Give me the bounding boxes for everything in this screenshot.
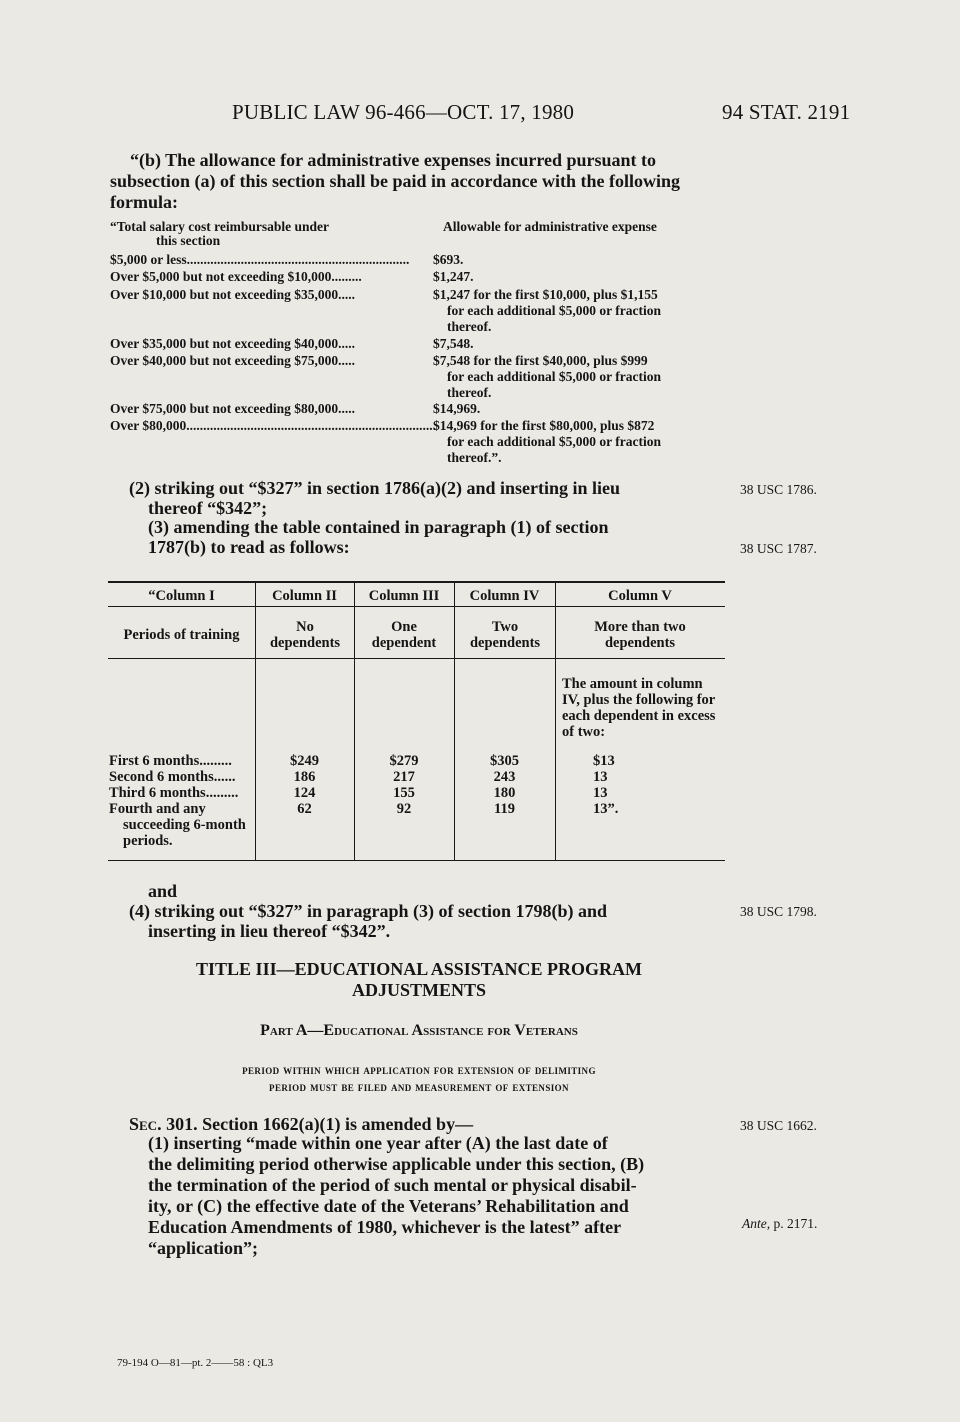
table-col-divider [555, 582, 556, 860]
table-cell: 217 [393, 769, 415, 785]
allowance-line: for each additional $5,000 or fraction [447, 369, 661, 384]
col-header-4: Column IV [469, 588, 540, 604]
ante-page: p. 2171. [770, 1216, 818, 1231]
margin-note-1786: 38 USC 1786. [740, 482, 817, 497]
formula-col1-header-line2: this section [156, 233, 221, 248]
margin-note-ante [742, 1216, 817, 1232]
and-connector: and [148, 881, 178, 901]
sec-301-intro [129, 1114, 473, 1135]
period-row: Fourth and any succeeding 6-month periods. [109, 801, 246, 849]
col-header-3: Column III [368, 588, 440, 604]
item-line: the termination of the period of such mental or physical disabil- [148, 1175, 637, 1195]
item-line: Education Amendments of 1980, whichever is the latest” after [148, 1217, 622, 1237]
margin-note-1798: 38 USC 1798. [740, 904, 817, 919]
allowance-line: $7,548 for the first $40,000, plus $999 [433, 353, 648, 368]
table-cell: 124 [293, 785, 316, 801]
item-2-line1: (2) striking out “$327” in section 1786(a)(2) and inserting in lieu [129, 478, 621, 498]
table-cell: 92 [396, 801, 412, 817]
sub-header-no-dependents: No dependents [269, 619, 341, 651]
item-line: (1) inserting “made within one year after (A) the last date of [148, 1133, 608, 1153]
col3-values [354, 753, 454, 817]
item-4-line1: (4) striking out “$327” in paragraph (3) of section 1798(b) and [129, 901, 608, 921]
table-col-divider [255, 582, 256, 860]
sub-header-one-dependent: One dependent [371, 619, 437, 651]
formula-row-cost: Over $5,000 but not exceeding $10,000......... [110, 269, 362, 284]
formula-row-cost: Over $35,000 but not exceeding $40,000..... [110, 336, 355, 351]
item-line: the delimiting period otherwise applicable under this section, (B) [148, 1154, 645, 1174]
table-top-rule [108, 581, 725, 583]
subheading-line1: period within which application for extension of delimiting [242, 1062, 596, 1077]
sub-header-two-dependents: Two dependents [469, 619, 541, 651]
table-cell: $13 [593, 753, 615, 769]
allowance-line: $1,247 for the first $10,000, plus $1,155 [433, 287, 658, 302]
item-2-line2: thereof “$342”; [148, 498, 268, 518]
formula-row-cost: Over $80,000.......................................................................... [110, 418, 436, 433]
table-cell: 155 [393, 785, 415, 801]
table-header-rule [108, 606, 725, 607]
allowance-line: for each additional $5,000 or fraction [447, 434, 661, 449]
table-cell: $249 [290, 753, 319, 769]
col5-values [593, 753, 653, 817]
sub-header-more-than-two: More than two dependents [594, 619, 686, 651]
formula-allowance-cell: $14,969. [433, 401, 481, 416]
formula-allowance-cell [433, 418, 733, 466]
table-col-divider [354, 582, 355, 860]
formula-col1-header-line1: “Total salary cost reimbursable under [110, 219, 330, 234]
formula-row-cost: Over $40,000 but not exceeding $75,000..... [110, 353, 355, 368]
col-header-2: Column II [272, 588, 337, 604]
sub-header-periods: Periods of training [123, 627, 240, 643]
margin-note-1662: 38 USC 1662. [740, 1118, 817, 1133]
table-cell: $305 [490, 753, 519, 769]
formula-allowance-cell: $1,247. [433, 269, 474, 284]
allowance-line: $14,969 for the first $80,000, plus $872 [433, 418, 655, 433]
formula-allowance-cell: $693. [433, 252, 464, 267]
title-iii-line2: ADJUSTMENTS [351, 980, 487, 1000]
formula-row-cost: Over $10,000 but not exceeding $35,000..... [110, 287, 355, 302]
item-4-line2: inserting in lieu thereof “$342”. [148, 921, 391, 941]
col5-note: The amount in column IV, plus the following for each dependent in excess of two: [562, 676, 716, 740]
col-header-5: Column V [608, 588, 672, 604]
col-header-1: “Column I [148, 588, 215, 604]
formula-col1-header [110, 220, 420, 248]
section-subheading [110, 1061, 728, 1095]
allowance-line: thereof. [447, 319, 492, 334]
table-cell: 13 [593, 769, 608, 785]
table-cell: 62 [297, 801, 312, 817]
table-bottom-rule [108, 860, 725, 861]
table-cell: $279 [389, 753, 419, 769]
item-3-line1: (3) amending the table contained in paragraph (1) of section [148, 517, 609, 537]
formula-allowance-cell [433, 287, 733, 335]
statute-page-number: 94 STAT. 2191 [722, 100, 851, 124]
table-cell: 119 [494, 801, 515, 817]
print-footer: 79-194 O—81—pt. 2——58 : QL3 [117, 1357, 274, 1369]
allowance-line: thereof. [447, 385, 492, 400]
period-row: Second 6 months...... [109, 769, 236, 785]
period-row: First 6 months......... [109, 753, 232, 769]
part-a-heading: Part A—Educational Assistance for Veterans [260, 1022, 578, 1039]
formula-col2-header: Allowable for administrative expense [443, 219, 657, 234]
item-3-line2: 1787(b) to read as follows: [148, 537, 350, 557]
table-subheader-rule [108, 658, 725, 659]
margin-note-1787: 38 USC 1787. [740, 541, 817, 556]
formula-row-cost: $5,000 or less.................................................................. [110, 252, 410, 267]
title-iii-line1: TITLE III—EDUCATIONAL ASSISTANCE PROGRAM [196, 959, 642, 979]
table-cell: 186 [293, 769, 316, 785]
ante-label: Ante, [742, 1216, 771, 1231]
formula-allowance-cell: $7,548. [433, 336, 474, 351]
col4-values [454, 753, 555, 817]
period-labels [109, 753, 254, 849]
table-col-divider [454, 582, 455, 860]
table-cell: 243 [493, 769, 516, 785]
allowance-line: for each additional $5,000 or fraction [447, 303, 661, 318]
table-cell: 13 [593, 785, 608, 801]
sec-301-item-1 [148, 1133, 728, 1259]
period-row: Third 6 months......... [109, 785, 239, 801]
intro-paragraph: “(b) The allowance for administrative expenses incurred pursuant to subsection (a) of this section shall be paid in accordance with the following formula: [110, 150, 681, 212]
item-line: ity, or (C) the effective date of the Veterans’ Rehabilitation and [148, 1196, 629, 1216]
formula-row-cost: Over $75,000 but not exceeding $80,000..... [110, 401, 355, 416]
col2-values [255, 753, 354, 817]
allowance-line: thereof.”. [447, 450, 502, 465]
public-law-header: PUBLIC LAW 96-466—OCT. 17, 1980 [232, 100, 575, 124]
item-line: “application”; [148, 1238, 259, 1258]
subheading-line2: period must be filed and measurement of extension [269, 1079, 569, 1094]
title-iii-heading [110, 959, 728, 1001]
sec-301-text: Section 1662(a)(1) is amended by— [197, 1114, 474, 1134]
formula-allowance-cell [433, 353, 733, 401]
table-cell: 13”. [593, 801, 619, 817]
sec-301-label: Sec. 301. [129, 1114, 198, 1134]
table-cell: 180 [493, 785, 516, 801]
